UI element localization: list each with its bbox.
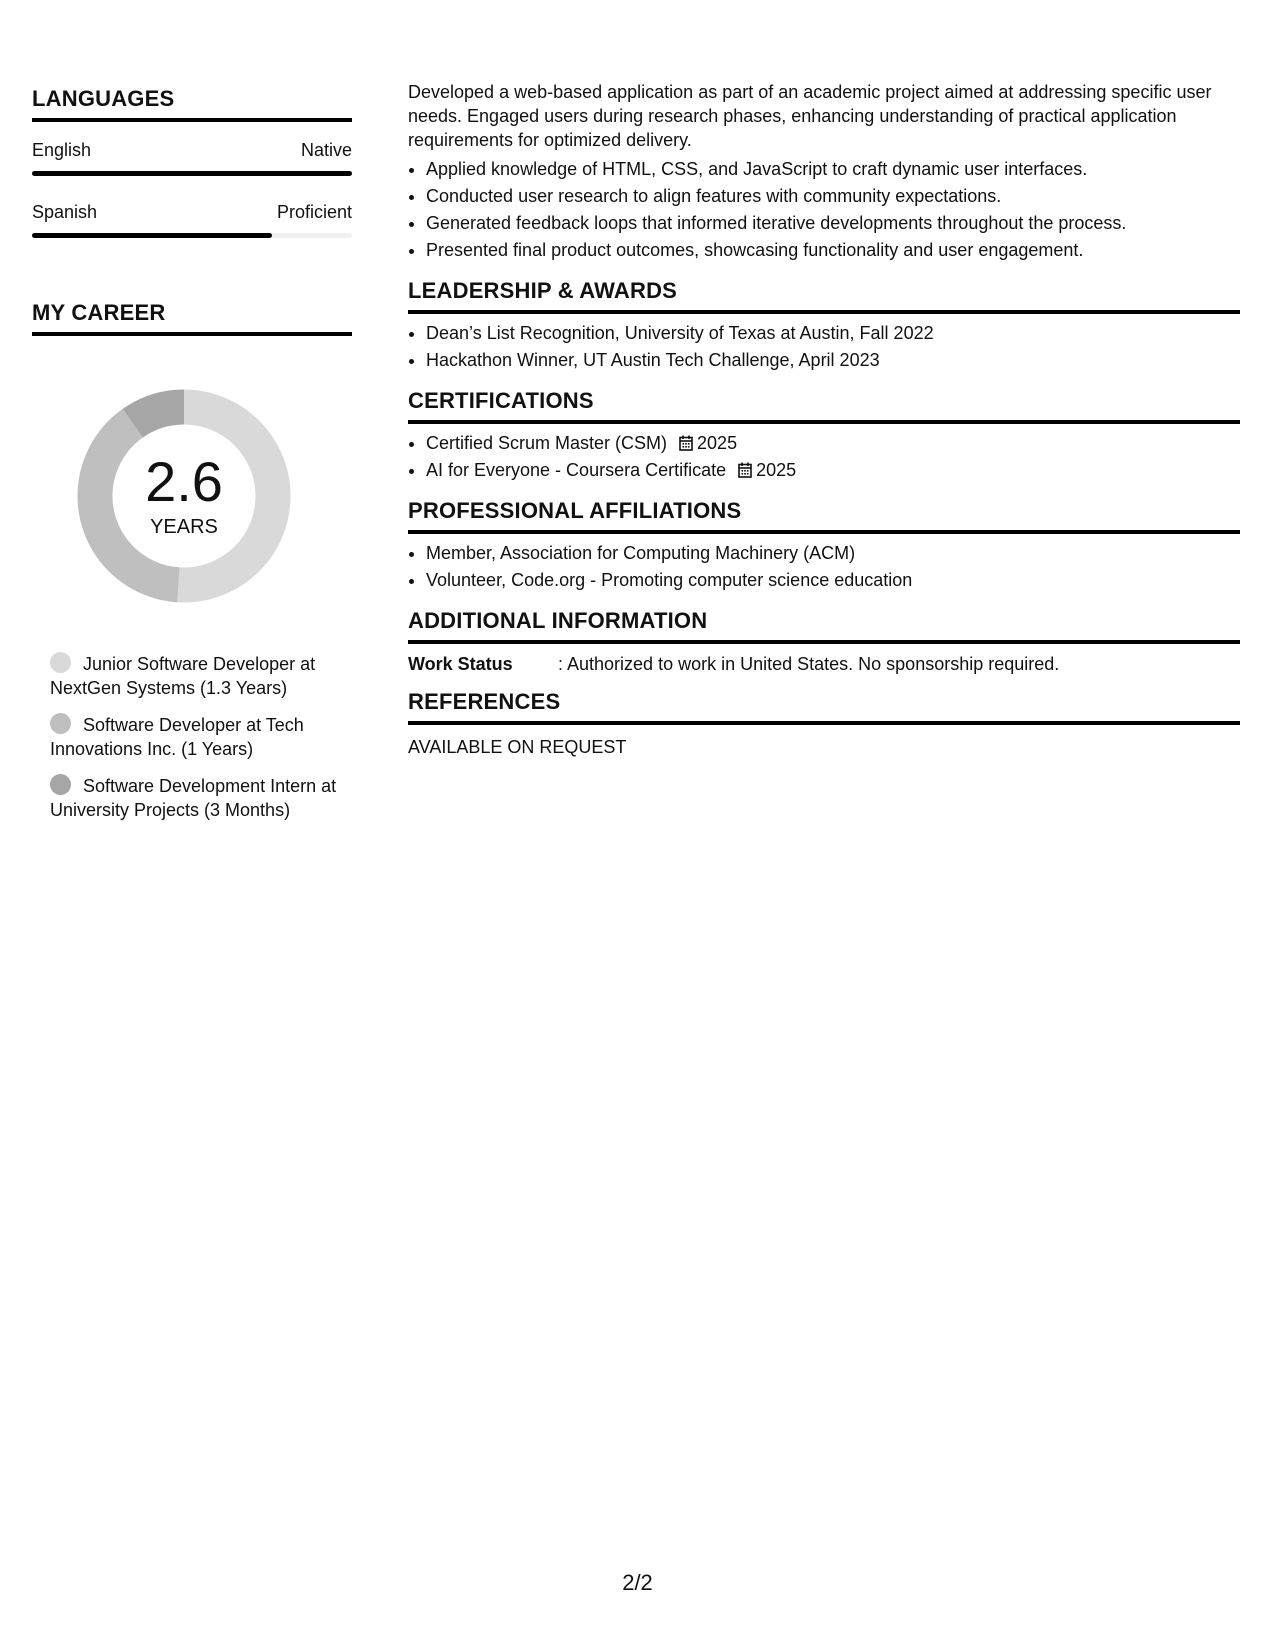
- legend-dot-icon: [50, 713, 71, 734]
- career-legend-item: [50, 652, 340, 700]
- certification-item: [426, 457, 1240, 484]
- career-legend-label: Software Developer at Tech Innovations Inc. (1 Years): [50, 715, 304, 759]
- affiliation-item: • Volunteer, Code.org - Promoting computer science education: [426, 567, 1240, 594]
- work-status-label: Work Status: [408, 654, 513, 674]
- project-bullets: [408, 156, 1240, 264]
- certification-name: AI for Everyone - Coursera Certificate: [426, 460, 727, 480]
- project-bullet: • Presented final product outcomes, showcasing functionality and user engagement.: [426, 237, 1240, 264]
- language-proficiency-fill: [32, 233, 272, 238]
- right-column: [408, 80, 1240, 758]
- leadership-section: [408, 278, 1240, 374]
- language-proficiency-bar: [32, 171, 352, 176]
- language-item: [32, 202, 352, 238]
- career-legend: [50, 652, 352, 822]
- career-legend-item: [50, 774, 340, 822]
- language-proficiency-fill: [32, 171, 352, 176]
- career-legend-label: Junior Software Developer at NextGen Systems (1.3 Years): [50, 654, 316, 698]
- additional-title: ADDITIONAL INFORMATION: [408, 608, 1240, 644]
- certification-item: [426, 430, 1240, 457]
- references-text: AVAILABLE ON REQUEST: [408, 737, 627, 757]
- leadership-list: [408, 320, 1240, 374]
- language-item: [32, 140, 352, 176]
- certification-name: Certified Scrum Master (CSM): [426, 433, 668, 453]
- certification-year: 2025: [756, 460, 797, 480]
- career-total-unit: YEARS: [150, 515, 218, 538]
- affiliation-item: • Member, Association for Computing Machinery (ACM): [426, 540, 1240, 567]
- calendar-icon: [679, 435, 693, 451]
- project-bullet: • Conducted user research to align features with community expectations.: [426, 183, 1240, 210]
- career-legend-label: Software Development Intern at University Projects (3 Months): [50, 776, 337, 820]
- legend-dot-icon: [50, 774, 71, 795]
- additional-section: [408, 608, 1240, 675]
- affiliations-list: [408, 540, 1240, 594]
- career-legend-item: [50, 713, 340, 761]
- language-name: Spanish: [32, 202, 98, 222]
- certifications-list: [408, 430, 1240, 484]
- language-level: Proficient: [276, 202, 352, 222]
- certification-year: 2025: [697, 433, 738, 453]
- certifications-section: [408, 388, 1240, 484]
- language-proficiency-bar: [32, 233, 352, 238]
- language-level: Native: [300, 140, 352, 160]
- work-status-value: : Authorized to work in United States. No sponsorship required.: [558, 654, 1060, 674]
- languages-title: LANGUAGES: [32, 86, 352, 122]
- career-total-value: 2.6: [145, 449, 223, 513]
- project-description: Developed a web-based application as part of an academic project aimed at addressing specific user needs. Engaged users during research phases, enhancing understanding of practical application requirements for optimized delivery.: [408, 82, 1212, 150]
- affiliations-title: PROFESSIONAL AFFILIATIONS: [408, 498, 1240, 534]
- left-column: [32, 86, 352, 835]
- work-status-row: [408, 654, 1240, 675]
- career-title: MY CAREER: [32, 300, 352, 336]
- career-donut-chart: [64, 376, 304, 616]
- certifications-title: CERTIFICATIONS: [408, 388, 1240, 424]
- references-section: [408, 689, 1240, 758]
- leadership-item: • Dean’s List Recognition, University of Texas at Austin, Fall 2022: [426, 320, 1240, 347]
- project-bullet: • Generated feedback loops that informed iterative developments throughout the process.: [426, 210, 1240, 237]
- legend-dot-icon: [50, 652, 71, 673]
- leadership-item: • Hackathon Winner, UT Austin Tech Challenge, April 2023: [426, 347, 1240, 374]
- leadership-title: LEADERSHIP & AWARDS: [408, 278, 1240, 314]
- page-number: 2/2: [622, 1570, 653, 1595]
- references-title: REFERENCES: [408, 689, 1240, 725]
- affiliations-section: [408, 498, 1240, 594]
- project-bullet: • Applied knowledge of HTML, CSS, and JavaScript to craft dynamic user interfaces.: [426, 156, 1240, 183]
- language-name: English: [32, 140, 92, 160]
- calendar-icon: [738, 462, 752, 478]
